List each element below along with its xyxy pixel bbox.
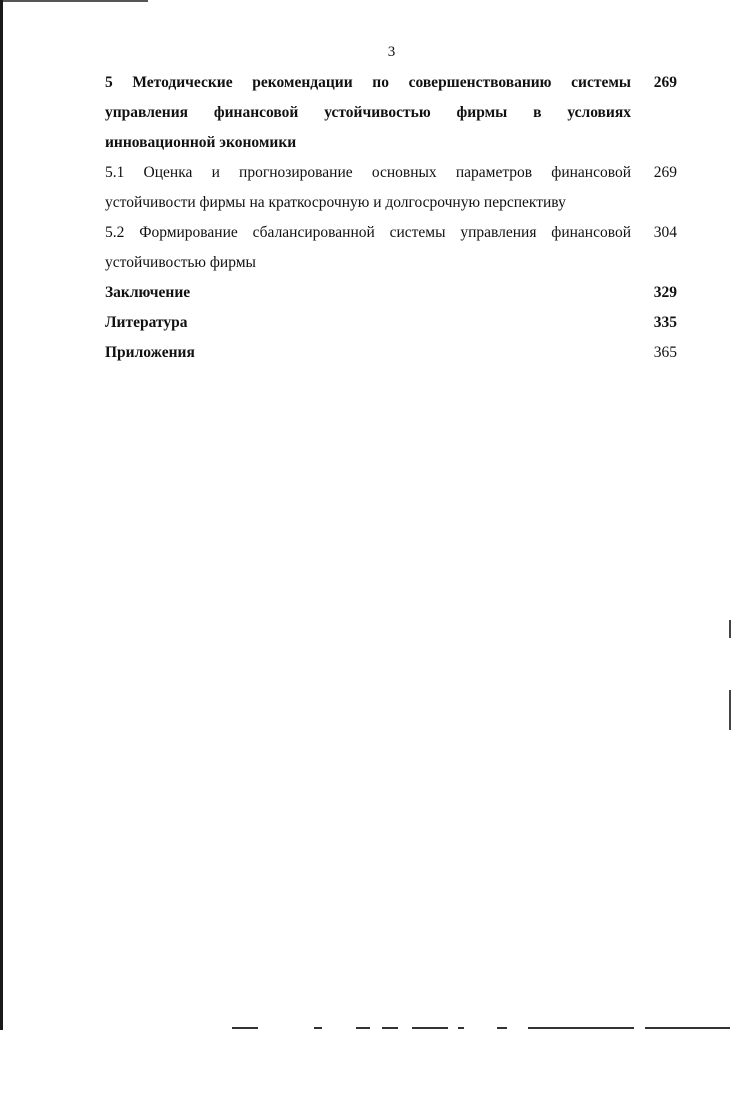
- toc-entry-title: 5 Методические рекомендации по совершенствованию системы управления финансовой устойчивостью фирмы в условиях инновационной экономики: [105, 74, 631, 151]
- scan-artifact: [528, 1027, 634, 1029]
- toc-entry-appendices: [105, 338, 677, 368]
- scan-artifact: [458, 1027, 464, 1029]
- toc-entry-conclusion: [105, 278, 677, 308]
- toc-entry-page: 269: [653, 74, 677, 91]
- scan-artifact: [645, 1027, 730, 1029]
- toc-entry-title: 5.2 Формирование сбалансированной системы управления финансовой устойчивостью фирмы: [105, 224, 631, 271]
- toc-entry-section-5-1: [105, 158, 677, 218]
- scan-right-mark: [729, 690, 731, 730]
- toc-entry-title: Приложения: [105, 344, 195, 361]
- scan-artifact: [356, 1027, 370, 1029]
- toc-entry-page: 365: [653, 344, 677, 361]
- toc-entry-page: 329: [653, 284, 677, 301]
- scan-artifact: [232, 1027, 258, 1029]
- toc-entry-title: Заключение: [105, 284, 191, 301]
- scan-right-mark: [729, 620, 731, 638]
- page-number: 3: [387, 44, 396, 60]
- toc-entry-section-5-2: [105, 218, 677, 278]
- toc-entry-page: 335: [653, 314, 677, 331]
- toc-entry-page: 269: [653, 164, 677, 181]
- scan-left-edge: [0, 0, 3, 1030]
- scan-artifact: [382, 1027, 398, 1029]
- toc-entry-section-5: [105, 68, 677, 158]
- toc-entry-page: 304: [653, 224, 677, 241]
- toc-entry-title: Литература: [105, 314, 188, 331]
- scan-artifact: [497, 1027, 507, 1029]
- toc-entry-title: 5.1 Оценка и прогнозирование основных параметров финансовой устойчивости фирмы на краткосрочную и долгосрочную перспективу: [105, 164, 631, 211]
- scan-top-edge: [0, 0, 148, 2]
- table-of-contents: [105, 68, 677, 368]
- toc-entry-literature: [105, 308, 677, 338]
- scan-artifact: [412, 1027, 448, 1029]
- scan-artifact: [314, 1027, 322, 1029]
